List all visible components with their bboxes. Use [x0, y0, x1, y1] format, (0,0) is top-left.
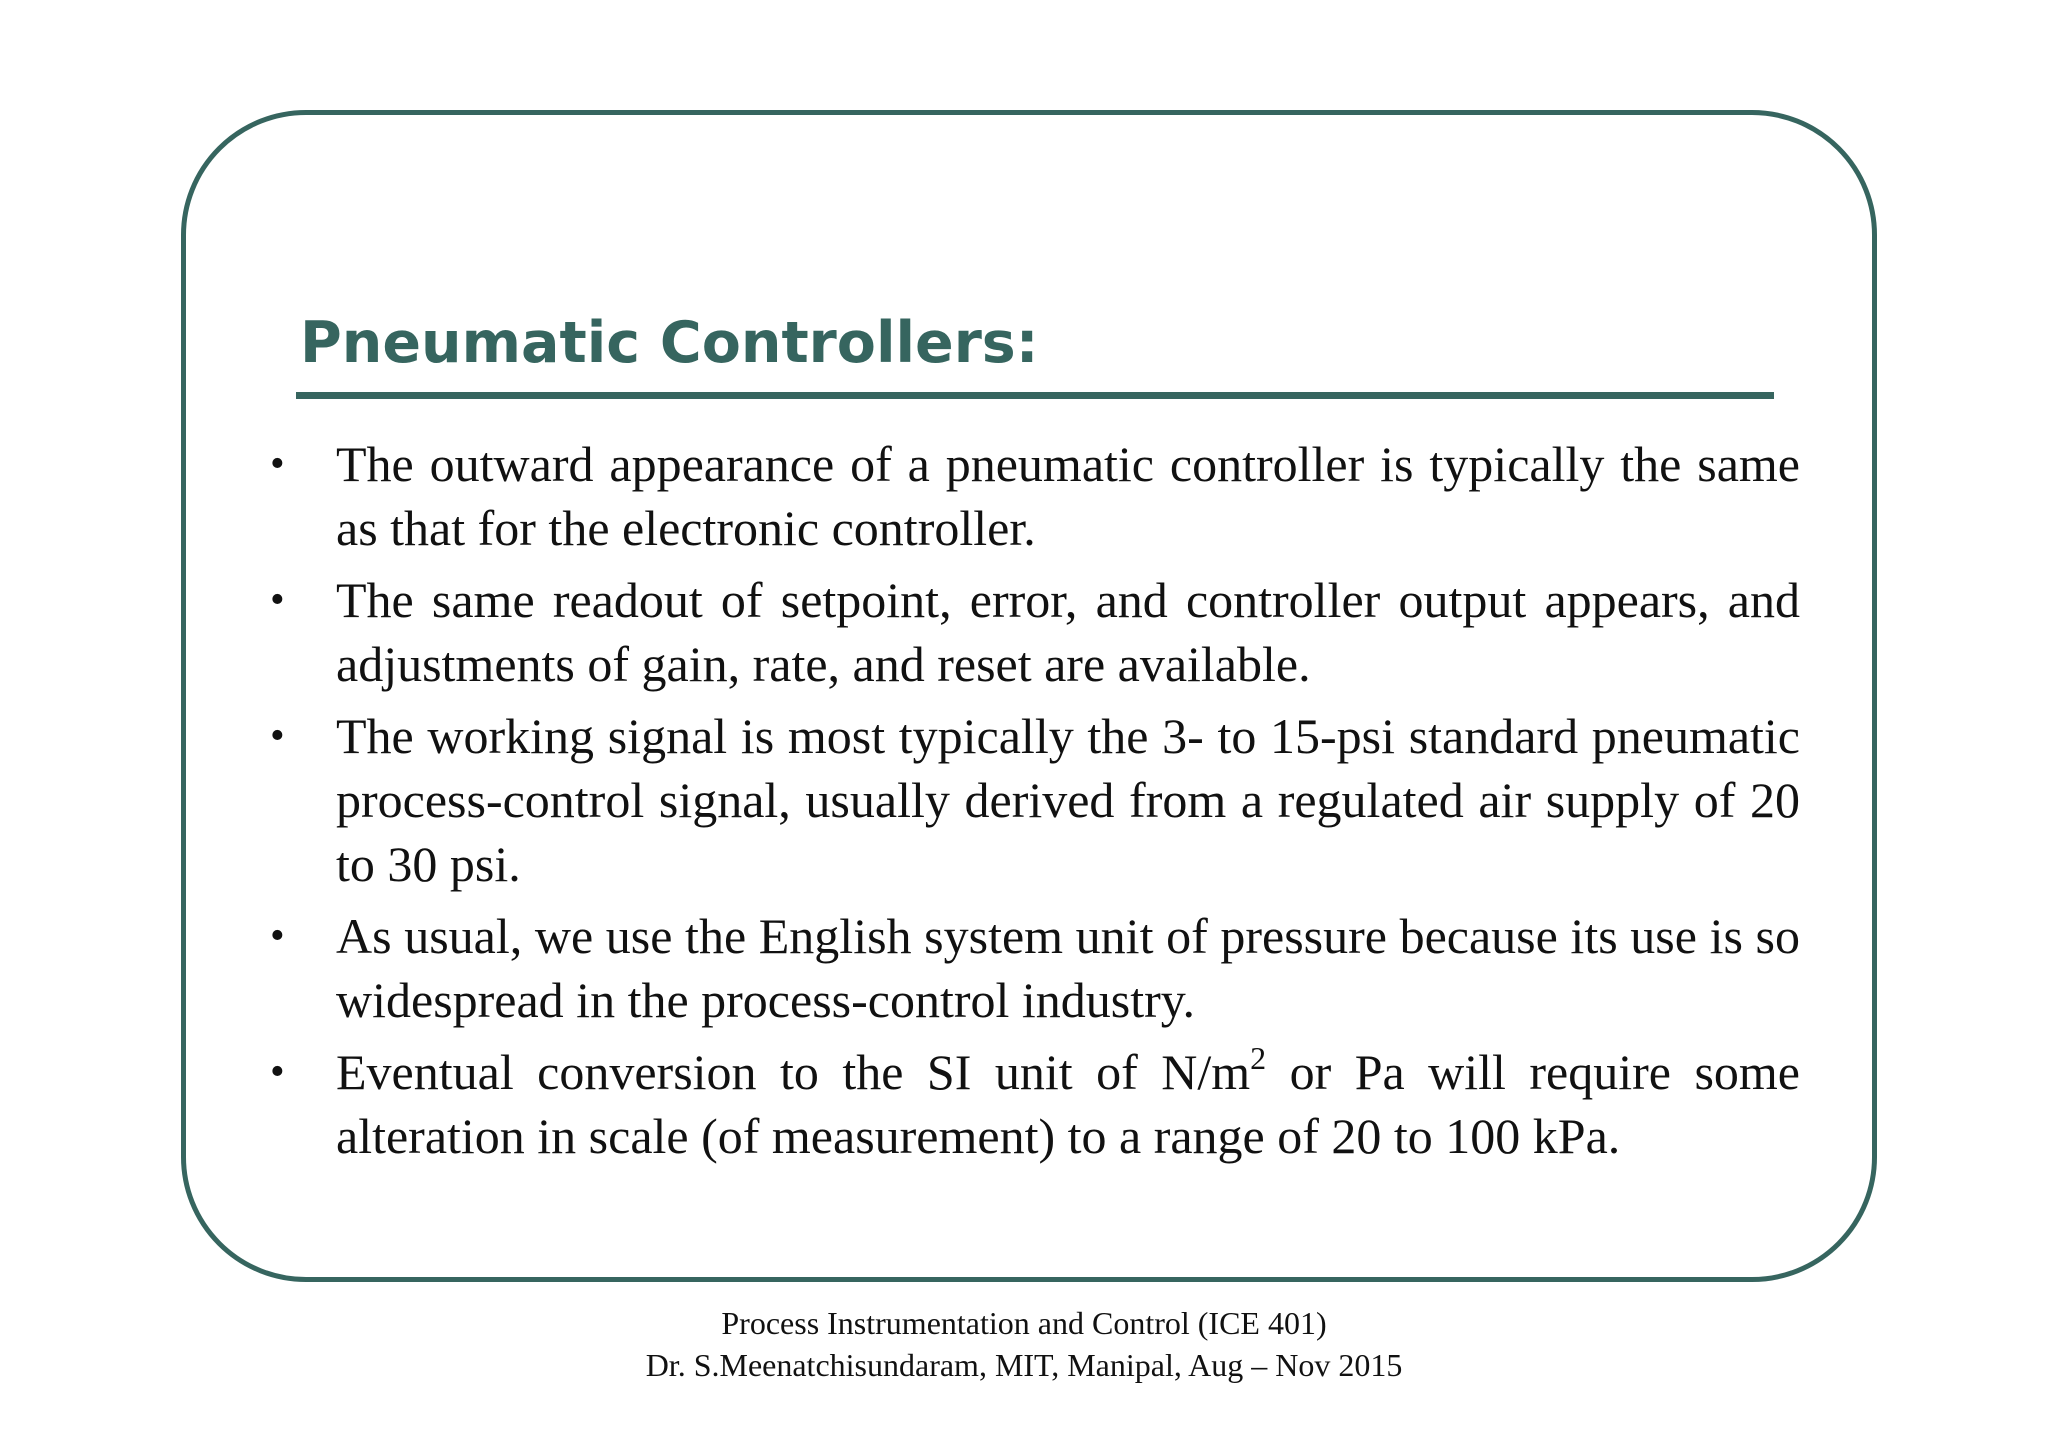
bullet-dot-icon: •	[270, 913, 285, 959]
footer-author: Dr. S.Meenatchisundaram, MIT, Manipal, Aug – Nov 2015	[645, 1347, 1403, 1383]
title-underline	[296, 392, 1774, 399]
bullet-list	[262, 432, 1800, 1176]
bullet-item-4	[262, 904, 1800, 1032]
bullet-text-start: Eventual conversion to the SI unit of N/m	[336, 1044, 1251, 1100]
bullet-superscript: 2	[1250, 1040, 1267, 1076]
bullet-item-1	[262, 432, 1800, 560]
bullet-item-5	[262, 1040, 1800, 1168]
footer-course: Process Instrumentation and Control (ICE 401)	[721, 1305, 1327, 1341]
bullet-item-2	[262, 568, 1800, 696]
bullet-text: As usual, we use the English system unit of pressure because its use is so widespread in the process-control industry.	[336, 908, 1800, 1028]
bullet-dot-icon: •	[270, 577, 285, 623]
bullet-dot-icon: •	[270, 441, 285, 487]
bullet-text: The same readout of setpoint, error, and controller output appears, and adjustments of gain, rate, and reset are available.	[336, 572, 1800, 692]
slide-title: Pneumatic Controllers:	[300, 310, 1039, 376]
bullet-dot-icon: •	[270, 1049, 285, 1095]
slide-footer	[0, 1302, 2048, 1386]
bullet-text-end: or Pa will require some alteration in scale (of measurement) to a range of 20 to 100 kPa.	[336, 1044, 1800, 1164]
bullet-dot-icon: •	[270, 713, 285, 759]
bullet-text: The outward appearance of a pneumatic controller is typically the same as that for the electronic controller.	[336, 436, 1800, 556]
bullet-item-3	[262, 704, 1800, 896]
bullet-text: The working signal is most typically the 3- to 15-psi standard pneumatic process-control signal, usually derived from a regulated air supply of 20 to 30 psi.	[336, 708, 1800, 892]
